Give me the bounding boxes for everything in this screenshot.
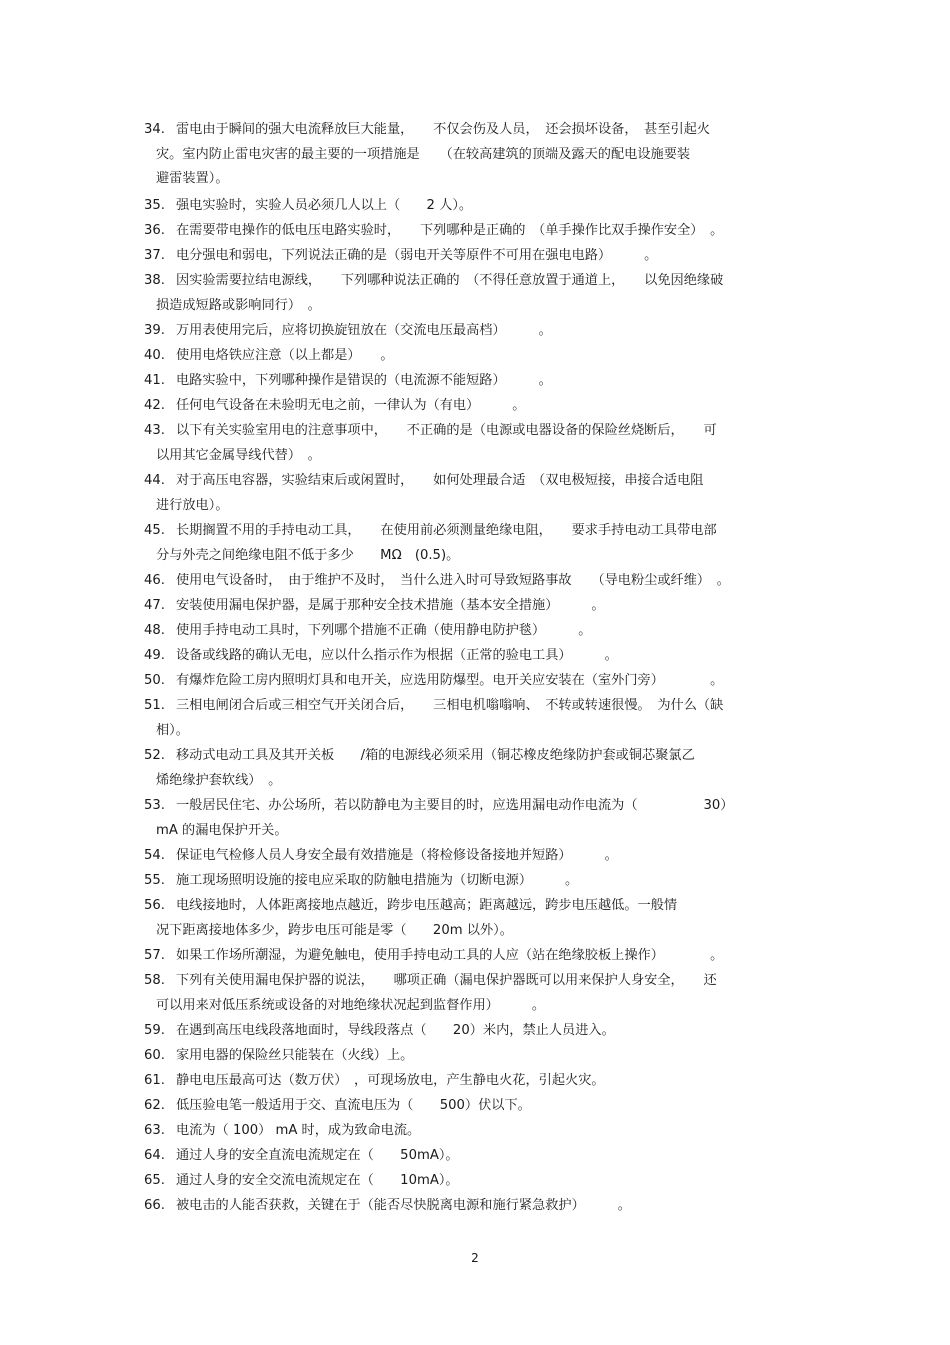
question-item (144, 1069, 808, 1094)
question-number: 47. (144, 598, 165, 613)
question-number: 66. (144, 1198, 165, 1213)
question-text: 以下有关实验室用电的注意事项中， 不正确的是（电源或电器设备的保险丝烧断后， 可 (176, 423, 717, 438)
question-text: 下列有关使用漏电保护器的说法， 哪项正确（漏电保护器既可以用来保护人身安全， 还 (176, 973, 717, 988)
question-text-continuation: 避雷装置）。 (156, 171, 229, 186)
page-number: 2 (471, 1251, 479, 1265)
question-item (144, 469, 808, 518)
question-number: 58. (144, 973, 165, 988)
question-text: 移动式电动工具及其开关板 /箱的电源线必须采用（铜芯橡皮绝缘防护套或铜芯聚氯乙 (176, 748, 695, 763)
question-text: 通过人身的安全直流电流规定在（ 50mA）。 (176, 1148, 459, 1163)
question-item (144, 594, 808, 619)
question-item (144, 394, 808, 419)
question-text: 如果工作场所潮湿，为避免触电，使用手持电动工具的人应（站在绝缘胶板上操作） 。 (176, 948, 724, 963)
question-text: 安装使用漏电保护器，是属于那种安全技术措施（基本安全措施） 。 (176, 598, 605, 613)
question-item (144, 419, 808, 468)
question-text: 任何电气设备在未验明无电之前，一律认为（有电） 。 (176, 398, 526, 413)
question-text: 电路实验中，下列哪种操作是错误的（电流源不能短路） 。 (176, 373, 552, 388)
question-item (144, 219, 808, 244)
question-item (144, 1144, 808, 1169)
question-item (144, 269, 808, 318)
question-number: 46. (144, 573, 165, 588)
question-number: 64. (144, 1148, 165, 1163)
question-number: 41. (144, 373, 165, 388)
question-number: 37. (144, 248, 165, 263)
question-text: 家用电器的保险丝只能装在（火线）上。 (176, 1048, 414, 1063)
question-number: 49. (144, 648, 165, 663)
question-item (144, 944, 808, 969)
question-text: 有爆炸危险工房内照明灯具和电开关，应选用防爆型。电开关应安装在（室外门旁） 。 (176, 673, 724, 688)
question-item (144, 1044, 808, 1069)
question-number: 40. (144, 348, 165, 363)
question-number: 63. (144, 1123, 165, 1138)
question-text: 万用表使用完后，应将切换旋钮放在（交流电压最高档） 。 (176, 323, 552, 338)
question-number: 35. (144, 198, 165, 213)
question-item (144, 244, 808, 269)
question-item (144, 869, 808, 894)
question-number: 51. (144, 698, 165, 713)
question-text: 因实验需要拉结电源线， 下列哪种说法正确的 （不得任意放置于通道上， 以免因绝缘破 (176, 273, 724, 288)
question-item (144, 369, 808, 394)
question-text-continuation: 进行放电）。 (156, 497, 229, 513)
question-text-continuation: 损造成短路或影响同行） 。 (156, 297, 321, 313)
question-text: 在需要带电操作的低电压电路实验时， 下列哪种是正确的 （单手操作比双手操作安全） 。 (176, 223, 724, 238)
question-item (144, 1094, 808, 1119)
question-item (144, 844, 808, 869)
question-number: 54. (144, 848, 165, 863)
question-text: 设备或线路的确认无电，应以什么指示作为根据（正常的验电工具） 。 (176, 648, 618, 663)
question-item (144, 894, 808, 943)
question-item (144, 619, 808, 644)
question-item (144, 669, 808, 694)
question-text: 施工现场照明设施的接电应采取的防触电措施为（切断电源） 。 (176, 873, 579, 888)
question-number: 36. (144, 223, 165, 238)
question-item (144, 744, 808, 793)
question-text: 使用电气设备时， 由于维护不及时， 当什么进入时可导致短路事故 （导电粉尘或纤维） 。 (176, 573, 730, 588)
question-item (144, 1019, 808, 1044)
question-number: 53. (144, 798, 165, 813)
question-number: 50. (144, 673, 165, 688)
question-item (144, 519, 808, 568)
question-item (144, 118, 808, 192)
question-item (144, 344, 808, 369)
question-text-continuation: 以用其它金属导线代替） 。 (156, 447, 321, 463)
question-text-continuation: 烯绝缘护套软线） 。 (156, 772, 282, 788)
question-text: 使用手持电动工具时，下列哪个措施不正确（使用静电防护毯） 。 (176, 623, 592, 638)
question-text: 强电实验时，实验人员必须几人以上（ 2 人）。 (176, 198, 473, 213)
question-text: 雷电由于瞬间的强大电流释放巨大能量， 不仅会伤及人员， 还会损坏设备， 甚至引起火 (176, 122, 711, 137)
question-number: 61. (144, 1073, 165, 1088)
question-number: 55. (144, 873, 165, 888)
question-text: 三相电闸闭合后或三相空气开关闭合后， 三相电机嗡嗡响、 不转或转速很慢。 为什么（缺 (176, 698, 724, 713)
question-text: 电分强电和弱电，下列说法正确的是（弱电开关等原件不可用在强电电路） 。 (176, 248, 658, 263)
question-item (144, 1169, 808, 1194)
question-item (144, 1119, 808, 1144)
question-text: 保证电气检修人员人身安全最有效措施是（将检修设备接地并短路） 。 (176, 848, 618, 863)
question-item (144, 569, 808, 594)
question-item (144, 1194, 808, 1219)
question-text: 电流为（ 100） mA 时，成为致命电流。 (176, 1123, 421, 1138)
question-text: 长期搁置不用的手持电动工具， 在使用前必须测量绝缘电阻， 要求手持电动工具带电部 (176, 523, 717, 538)
question-text: 在遇到高压电线段落地面时，导线段落点（ 20）米内，禁止人员进入。 (176, 1023, 615, 1038)
question-number: 45. (144, 523, 165, 538)
question-number: 65. (144, 1173, 165, 1188)
question-text-continuation: 分与外壳之间绝缘电阻不低于多少 MΩ (0.5)。 (156, 547, 460, 563)
question-text-continuation: 可以用来对低压系统或设备的对地绝缘状况起到监督作用） 。 (156, 997, 546, 1013)
question-text-continuation: 况下距离接地体多少，跨步电压可能是零（ 20m 以外）。 (156, 922, 513, 938)
question-text: 电线接地时，人体距离接地点越近，跨步电压越高；距离越远，跨步电压越低。一般情 (176, 898, 678, 913)
question-text: 通过人身的安全交流电流规定在（ 10mA）。 (176, 1173, 459, 1188)
question-item (144, 319, 808, 344)
question-item (144, 644, 808, 669)
question-text: 对于高压电容器，实验结束后或闲置时， 如何处理最合适 （双电极短接，串接合适电阻 (176, 473, 704, 488)
question-text: 一般居民住宅、办公场所，若以防静电为主要目的时，应选用漏电动作电流为（ 30） (176, 798, 734, 813)
question-number: 44. (144, 473, 165, 488)
question-number: 43. (144, 423, 165, 438)
question-item (144, 694, 808, 743)
question-item (144, 194, 808, 219)
question-number: 59. (144, 1023, 165, 1038)
question-text-continuation: 灾。室内防止雷电灾害的最主要的一项措施是 （在较高建筑的顶端及露天的配电设施要装 (156, 146, 691, 162)
question-number: 34. (144, 122, 165, 137)
question-number: 62. (144, 1098, 165, 1113)
question-number: 57. (144, 948, 165, 963)
question-item (144, 794, 808, 843)
question-number: 56. (144, 898, 165, 913)
question-number: 52. (144, 748, 165, 763)
question-text: 使用电烙铁应注意（以上都是） 。 (176, 348, 394, 363)
question-text-continuation: mA 的漏电保护开关。 (156, 822, 288, 838)
question-number: 38. (144, 273, 165, 288)
question-text-continuation: 相）。 (156, 722, 189, 738)
question-text: 静电电压最高可达（数万伏） ，可现场放电，产生静电火花，引起火灾。 (176, 1073, 605, 1088)
question-number: 39. (144, 323, 165, 338)
question-number: 48. (144, 623, 165, 638)
question-text: 低压验电笔一般适用于交、直流电压为（ 500）伏以下。 (176, 1098, 531, 1113)
question-text: 被电击的人能否获救，关键在于（能否尽快脱离电源和施行紧急救护） 。 (176, 1198, 631, 1213)
question-number: 42. (144, 398, 165, 413)
question-item (144, 969, 808, 1018)
question-number: 60. (144, 1048, 165, 1063)
